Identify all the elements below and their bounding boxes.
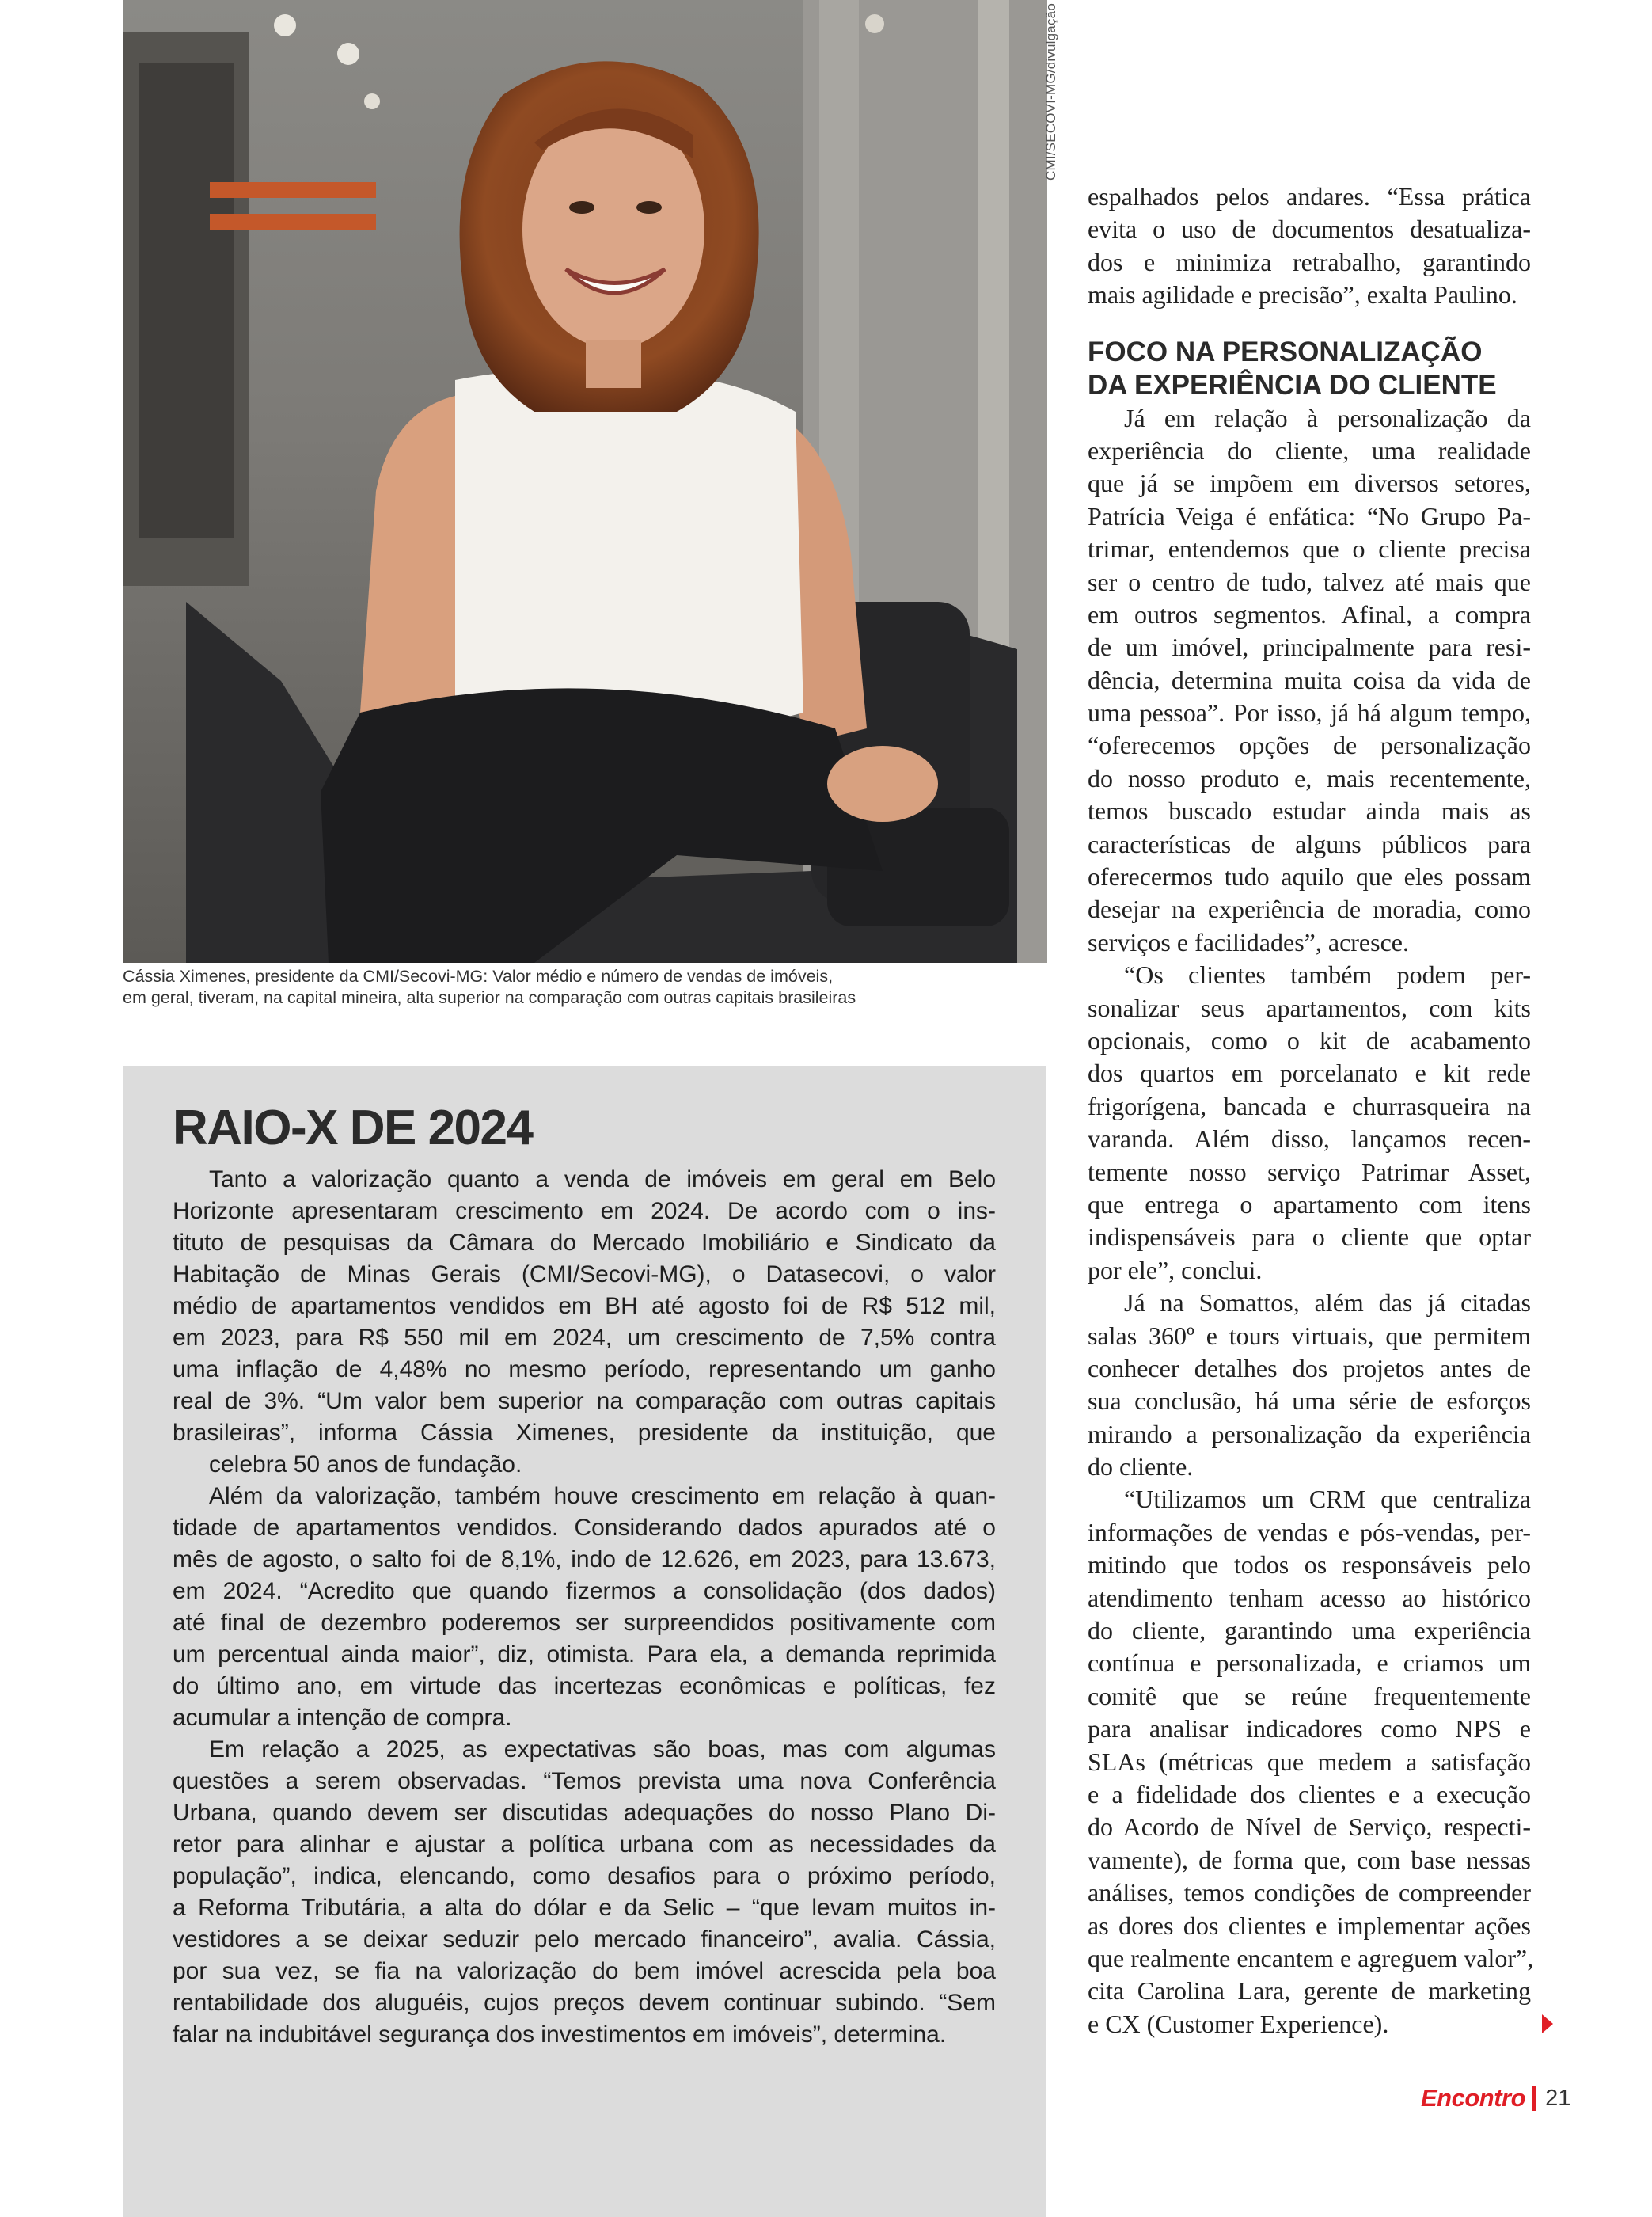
text-line: por ele”, conclui. [1088, 1255, 1263, 1284]
text-line: informações de vendas e pós-vendas, per- [1088, 1517, 1531, 1546]
text-line: que realmente encantem e agreguem valor”, [1088, 1943, 1534, 1972]
text-line: varanda. Além disso, lançamos recen- [1088, 1124, 1531, 1154]
text-line: até final de dezembro poderemos ser surpreendidos positivamente com [173, 1610, 996, 1636]
text-line: um percentual ainda maior”, diz, otimista. Para ela, a demanda reprimida [173, 1641, 996, 1668]
footer-divider [1532, 2086, 1536, 2111]
text-line: frigorígena, bancada e churrasqueira na [1088, 1091, 1531, 1120]
section-heading: DA EXPERIÊNCIA DO CLIENTE [1088, 369, 1497, 401]
text-line: de um imóvel, principalmente para resi- [1088, 633, 1531, 662]
article-intro [1088, 181, 1531, 312]
text-line: em outros segmentos. Afinal, a compra [1088, 599, 1531, 629]
text-line: retor para alinhar e ajustar a política urbana com as necessidades da [173, 1831, 996, 1858]
article-body [1088, 402, 1534, 2041]
text-line: indispensáveis para o cliente que optar [1088, 1223, 1531, 1252]
text-line: “Os clientes também podem per- [1124, 960, 1531, 990]
text-line: desejar na experiência de moradia, como [1088, 895, 1531, 924]
text-line: e CX (Customer Experience). [1088, 2009, 1389, 2038]
text-line: brasileiras”, informa Cássia Ximenes, presidente da instituição, que [173, 1420, 996, 1446]
text-line: do último ano, em virtude das incertezas econômicas e políticas, fez [173, 1673, 996, 1699]
text-line: salas 360º e tours virtuais, que permitem [1088, 1321, 1531, 1350]
text-line: oferecermos tudo aquilo que eles possam [1088, 862, 1531, 892]
text-line: conhecer detalhes dos projetos antes de [1088, 1353, 1531, 1382]
text-line: acumular a intenção de compra. [173, 1705, 512, 1731]
text-line: em 2023, para R$ 550 mil em 2024, um crescimento de 7,5% contra [173, 1325, 996, 1351]
text-line: em 2024. “Acredito que quando fizermos a consolidação (dos dados) [173, 1578, 996, 1604]
text-line: espalhados pelos andares. “Essa prática [1088, 182, 1531, 211]
text-line: temos buscado estudar ainda mais as [1088, 797, 1531, 826]
text-line: “oferecemos opções de personalização [1088, 731, 1531, 760]
text-line: real de 3%. “Um valor bem superior na comparação com outras capitais [173, 1388, 996, 1414]
text-line: tidade de apartamentos vendidos. Considerando dados apurados até o [173, 1515, 996, 1541]
caption-line: Cássia Ximenes, presidente da CMI/Secovi-MG: Valor médio e número de vendas de imóveis, [123, 967, 834, 986]
text-line: sonalizar seus apartamentos, com kits [1088, 993, 1531, 1022]
text-line: contínua e personalizada, e criamos um [1088, 1648, 1531, 1678]
text-line: do Acordo de Nível de Serviço, respecti- [1088, 1812, 1531, 1842]
text-line: “Utilizamos um CRM que centraliza [1124, 1485, 1531, 1514]
text-line: Urbana, quando devem ser discutidas adequações do nosso Plano Di- [173, 1800, 996, 1826]
photo-caption [123, 966, 1041, 1009]
text-line: que entrega o apartamento com itens [1088, 1189, 1531, 1219]
text-line: Habitação de Minas Gerais (CMI/Secovi-MG), o Datasecovi, o valor [173, 1261, 996, 1287]
text-line: Horizonte apresentaram crescimento em 2024. De acordo com o ins- [173, 1198, 996, 1224]
text-line: cita Carolina Lara, gerente de marketing [1088, 1976, 1531, 2006]
text-line: uma inflação de 4,48% no mesmo período, representando um ganho [173, 1356, 996, 1382]
text-line: questões a serem observadas. “Temos prevista uma nova Conferência [173, 1768, 996, 1794]
text-line: vestidores a se deixar seduzir pelo mercado financeiro”, avalia. Cássia, [173, 1926, 996, 1953]
text-line: uma pessoa”. Por isso, já há algum tempo, [1088, 698, 1531, 728]
text-line: Em relação a 2025, as expectativas são boas, mas com algumas [209, 1736, 996, 1763]
text-line: sua conclusão, há uma série de esforços [1088, 1386, 1531, 1416]
text-line: dos e minimiza retrabalho, garantindo [1088, 247, 1531, 276]
magazine-brand: Encontro [1421, 2084, 1526, 2112]
text-line: evita o uso de documentos desatualiza- [1088, 215, 1531, 244]
text-line: SLAs (métricas que medem a satisfação [1088, 1747, 1531, 1776]
text-line: dos quartos em porcelanato e kit rede [1088, 1059, 1531, 1088]
portrait-illustration [123, 0, 1047, 963]
text-line: que já se impõem em diversos setores, [1088, 469, 1531, 498]
text-line: população”, indica, elencando, como desafios para o próximo período, [173, 1863, 996, 1889]
text-line: mirando a personalização da experiência [1088, 1419, 1531, 1448]
text-line: vamente), de forma que, com base nessas [1088, 1845, 1531, 1874]
text-line: do cliente, garantindo uma experiência [1088, 1616, 1531, 1645]
text-line: experiência do cliente, uma realidade [1088, 435, 1531, 465]
text-line: opcionais, como o kit de acabamento [1088, 1025, 1531, 1055]
text-line: e a fidelidade dos clientes e a execução [1088, 1779, 1531, 1808]
text-line: as dores dos clientes e implementar ações [1088, 1911, 1531, 1940]
text-line: mês de agosto, o salto foi de 8,1%, indo de 12.626, em 2023, para 13.673, [173, 1546, 996, 1572]
text-line: Além da valorização, também houve crescimento em relação à quan- [209, 1483, 996, 1509]
text-line: para analisar indicadores como NPS e [1088, 1714, 1531, 1744]
text-line: análises, temos condições de compreender [1088, 1878, 1531, 1907]
text-line: atendimento tenham acesso ao histórico [1088, 1583, 1531, 1612]
text-line: tituto de pesquisas da Câmara do Mercado Imobiliário e Sindicato da [173, 1230, 996, 1256]
text-line: do nosso produto e, mais recentemente, [1088, 763, 1531, 793]
text-line: características de alguns públicos para [1088, 829, 1531, 858]
text-line: a Reforma Tributária, a alta do dólar e da Selic – “que levam muitos in- [173, 1895, 996, 1921]
section-heading: FOCO NA PERSONALIZAÇÃO [1088, 336, 1483, 367]
text-line: Tanto a valorização quanto a venda de imóveis em geral em Belo [209, 1166, 996, 1192]
text-line: Já em relação à personalização da [1124, 403, 1531, 432]
text-line: falar na indubitável segurança dos investimentos em imóveis”, determina. [173, 2021, 947, 2048]
text-line: mitindo que todos os responsáveis pelo [1088, 1550, 1531, 1580]
article-column [1088, 181, 1534, 2040]
text-line: temente nosso serviço Patrimar Asset, [1088, 1157, 1531, 1186]
box-title: RAIO-X DE 2024 [173, 1101, 533, 1155]
text-line: celebra 50 anos de fundação. [209, 1451, 522, 1477]
portrait-photo [123, 0, 1047, 963]
continue-arrow-icon [1542, 2014, 1553, 2033]
text-line: trimar, entendemos que o cliente precisa [1088, 534, 1531, 564]
page-footer [1421, 2084, 1570, 2112]
text-line: Já na Somattos, além das já citadas [1124, 1288, 1531, 1318]
text-line: serviços e facilidades”, acresce. [1088, 927, 1409, 956]
text-line: do cliente. [1088, 1452, 1194, 1481]
text-line: dência, determina muita coisa da vida de [1088, 665, 1531, 694]
box-body [173, 1164, 996, 2051]
caption-line: em geral, tiveram, na capital mineira, alta superior na comparação com outras capitais brasileiras [123, 988, 856, 1007]
text-line: comitê que se reúne frequentemente [1088, 1681, 1531, 1710]
page-number: 21 [1545, 2085, 1571, 2111]
text-line: por sua vez, se fia na valorização do bem imóvel acrescida pela boa [173, 1958, 996, 1984]
text-line: médio de apartamentos vendidos em BH até agosto foi de R$ 512 mil, [173, 1293, 996, 1319]
text-line: mais agilidade e precisão”, exalta Paulino. [1088, 280, 1517, 310]
photo-credit: CMI/SECOVI-MG/divulgação [1043, 3, 1058, 181]
text-line: ser o centro de tudo, talvez até mais que [1088, 567, 1531, 596]
text-line: Patrícia Veiga é enfática: “No Grupo Pa- [1088, 501, 1531, 530]
text-line: rentabilidade dos aluguéis, cujos preços devem continuar subindo. “Sem [173, 1990, 996, 2016]
